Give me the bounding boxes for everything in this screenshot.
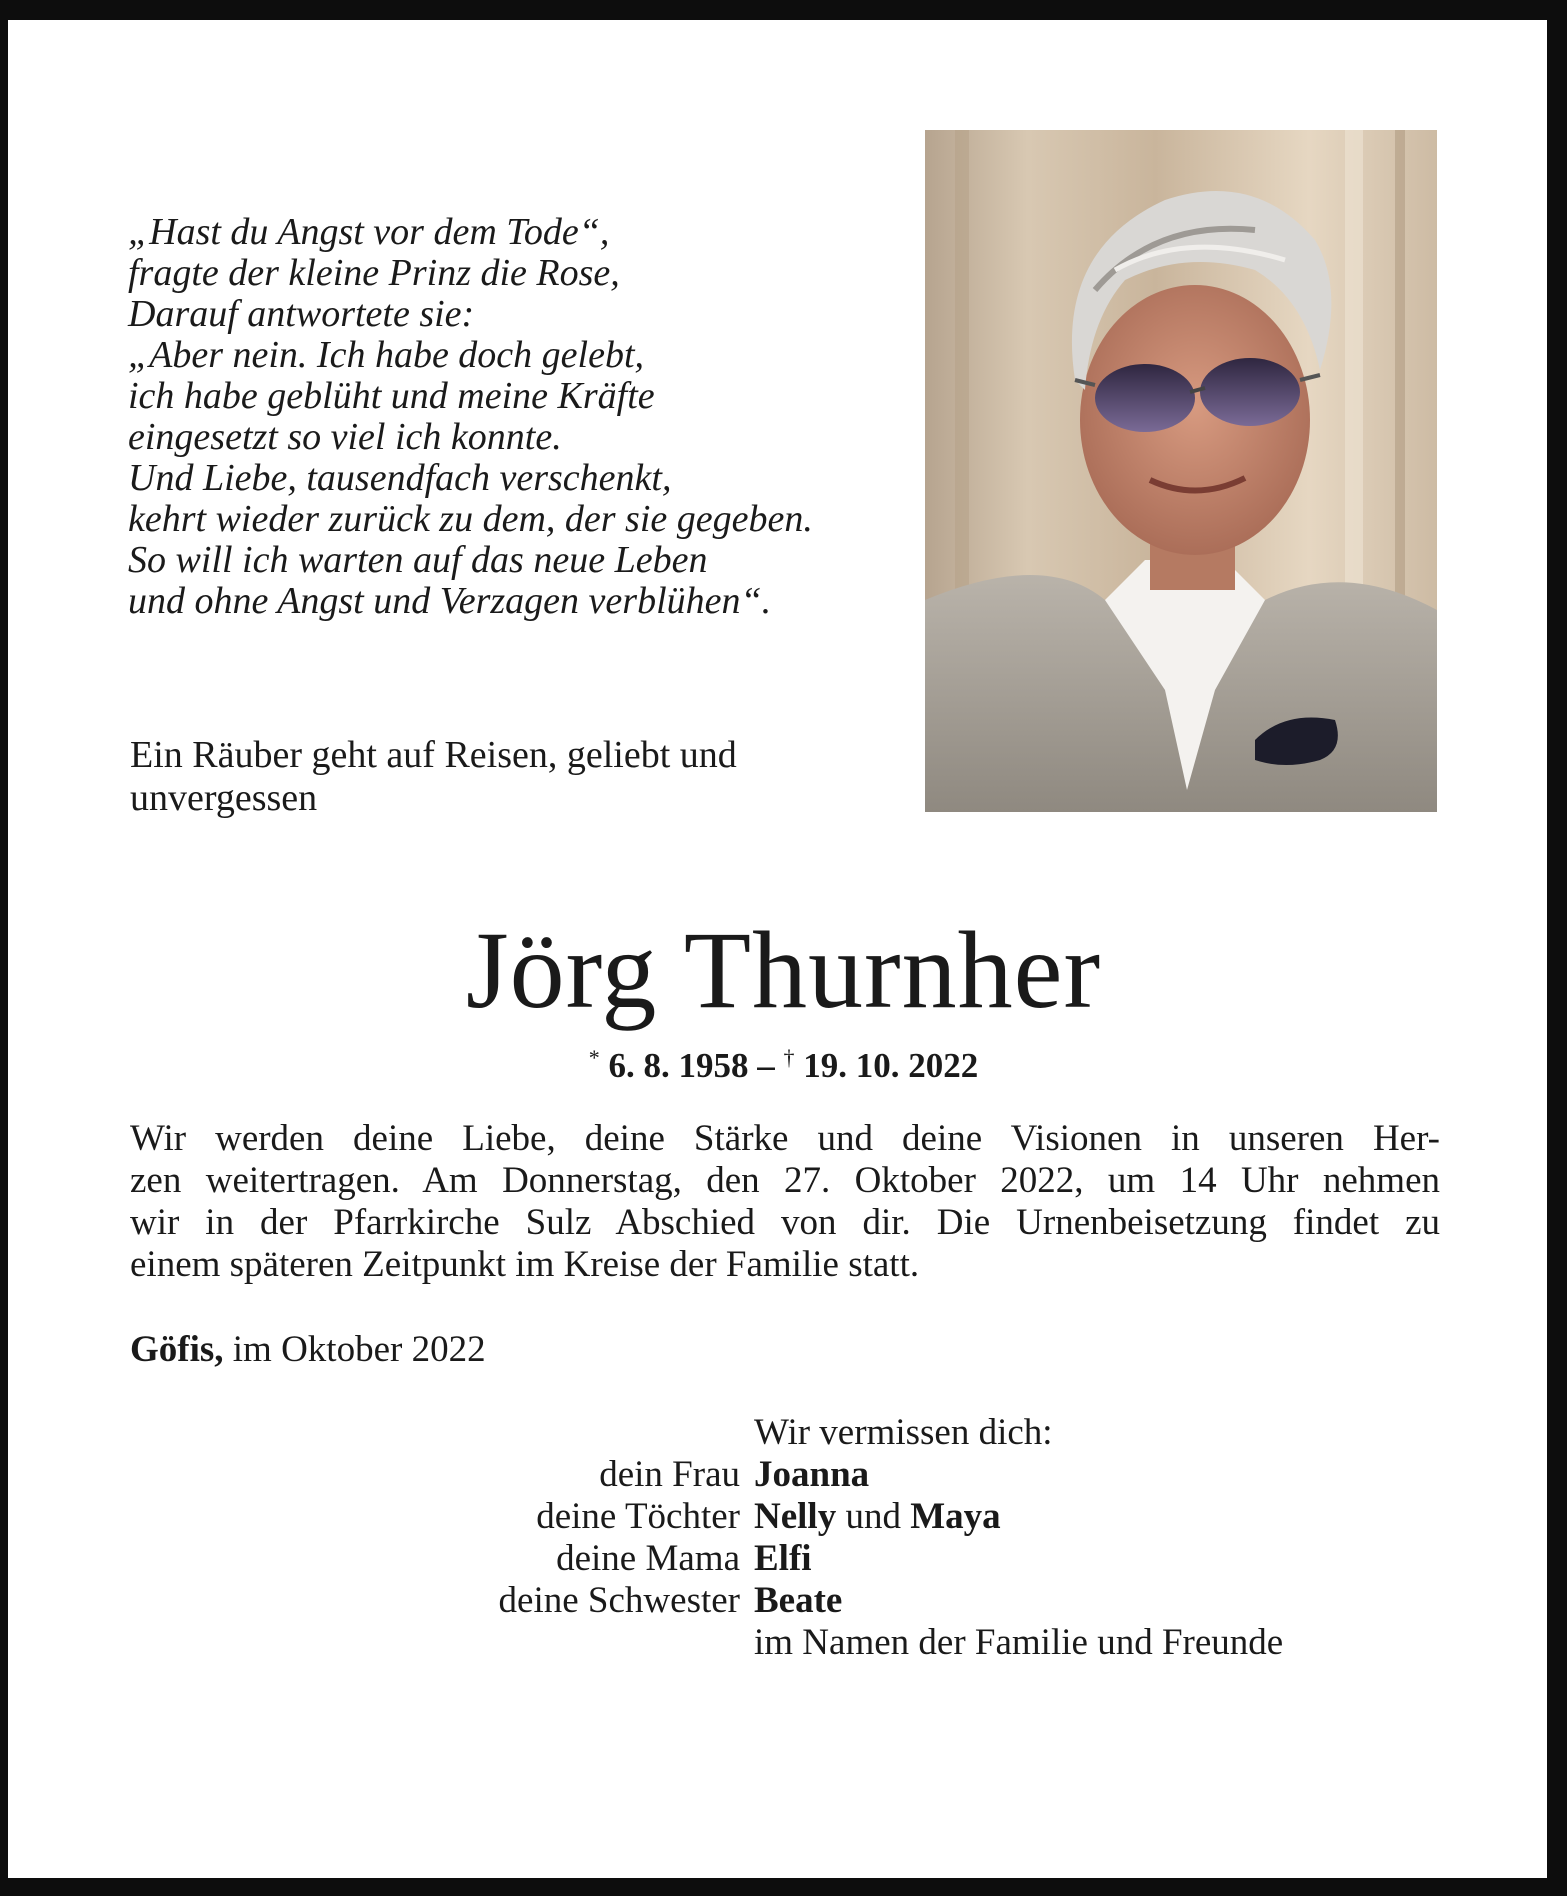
date-separator: – bbox=[757, 1046, 775, 1085]
poem-line: „Aber nein. Ich habe doch gelebt, bbox=[128, 334, 645, 376]
mourner-connector: und bbox=[845, 1496, 901, 1537]
message-line: zen weitertragen. Am Donnerstag, den 27. Oktober 2022, um 14 Uhr nehmen bbox=[130, 1160, 1440, 1201]
death-date: 19. 10. 2022 bbox=[803, 1046, 979, 1085]
birth-date: 6. 8. 1958 bbox=[608, 1046, 749, 1085]
mourners-intro: Wir vermissen dich: bbox=[754, 1412, 1053, 1453]
mourner-relation: dein Frau bbox=[599, 1454, 740, 1495]
mourner-name: Nelly bbox=[754, 1496, 837, 1537]
mourner-name: Beate bbox=[754, 1580, 843, 1621]
mourner-row bbox=[440, 1496, 1283, 1538]
message-line: Wir werden deine Liebe, deine Stärke und deine Visionen in unseren Her- bbox=[130, 1118, 1440, 1159]
mourners-closing: im Namen der Familie und Freunde bbox=[754, 1622, 1284, 1663]
mourner-name: Maya bbox=[910, 1496, 1001, 1537]
mourner-row bbox=[440, 1538, 1283, 1580]
mourner-name: Joanna bbox=[754, 1454, 870, 1495]
mourners-closing-row bbox=[440, 1622, 1283, 1664]
poem-line: „Hast du Angst vor dem Tode“, bbox=[128, 211, 610, 253]
poem-line: Darauf antwortete sie: bbox=[128, 293, 475, 335]
poem-line: Und Liebe, tausendfach verschenkt, bbox=[128, 457, 672, 499]
memorial-message bbox=[130, 1118, 1440, 1286]
poem-line: eingesetzt so viel ich konnte. bbox=[128, 416, 562, 458]
mourner-relation: deine Töchter bbox=[536, 1496, 740, 1537]
poem-line: und ohne Angst und Verzagen verblühen“. bbox=[128, 580, 772, 622]
portrait-image bbox=[925, 130, 1437, 812]
mourner-relation: deine Mama bbox=[556, 1538, 740, 1579]
mourners-intro-row bbox=[440, 1412, 1283, 1454]
mourners-list bbox=[440, 1412, 1283, 1664]
life-dates bbox=[0, 1036, 1567, 1088]
birth-symbol: * bbox=[588, 1045, 600, 1070]
deceased-name: Jörg Thurnher bbox=[465, 909, 1102, 1031]
place-month: im Oktober 2022 bbox=[232, 1329, 486, 1370]
mourner-row bbox=[440, 1454, 1283, 1496]
poem-line: ich habe geblüht und meine Kräfte bbox=[128, 375, 655, 417]
poem-line: fragte der kleine Prinz die Rose, bbox=[128, 252, 620, 294]
poem-line: kehrt wieder zurück zu dem, der sie gegeben. bbox=[128, 498, 813, 540]
mourner-name: Elfi bbox=[754, 1538, 812, 1579]
message-line: einem späteren Zeitpunkt im Kreise der Familie statt. bbox=[130, 1244, 920, 1285]
place-date bbox=[130, 1328, 486, 1372]
place-town: Göfis, bbox=[130, 1329, 224, 1370]
poem-quote bbox=[128, 212, 813, 622]
mourner-relation: deine Schwester bbox=[498, 1580, 740, 1621]
message-line: wir in der Pfarrkirche Sulz Abschied von dir. Die Urnenbeisetzung findet zu bbox=[130, 1202, 1440, 1243]
poem-line: So will ich warten auf das neue Leben bbox=[128, 539, 708, 581]
mourner-row bbox=[440, 1580, 1283, 1622]
tagline: Ein Räuber geht auf Reisen, geliebt und unvergessen bbox=[130, 734, 737, 819]
portrait-photo bbox=[925, 130, 1437, 812]
death-symbol: † bbox=[783, 1045, 795, 1070]
